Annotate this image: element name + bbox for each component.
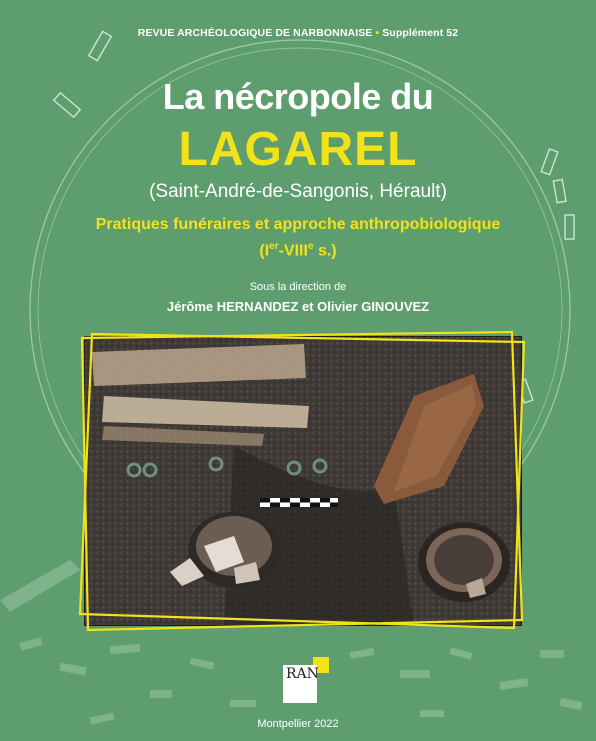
title-line-1: La nécropole du	[162, 76, 434, 117]
series-title	[0, 27, 596, 39]
century-end: -VIII	[278, 242, 308, 260]
yellow-frame-outline	[78, 330, 528, 632]
supplement-number: Supplément 52	[382, 27, 459, 39]
subtitle-line-2: (Ier-VIIIe s.)	[259, 241, 337, 260]
century-end-suffix: e	[307, 241, 314, 252]
excavation-photo	[78, 330, 528, 632]
direction-label: Sous la direction de	[249, 281, 347, 293]
imprint: Montpellier 2022	[257, 718, 339, 730]
authors: Jérôme HERNANDEZ et Olivier GINOUVEZ	[166, 299, 430, 314]
logo-letters: RAN	[286, 666, 319, 682]
century-start: I	[264, 242, 270, 260]
title-line-2: LAGAREL	[178, 123, 418, 176]
subtitle-line-1: Pratiques funéraires et approche anthropobiologique	[95, 216, 501, 233]
separator-dot: •	[375, 27, 380, 39]
subtitle	[0, 214, 596, 262]
century-start-suffix: er	[269, 241, 279, 252]
place-subtitle: (Saint-André-de-Sangonis, Hérault)	[149, 181, 447, 202]
publisher-logo	[283, 657, 329, 709]
series-name: REVUE ARCHÉOLOGIQUE DE NARBONNAISE	[137, 27, 373, 39]
century-label: s.)	[313, 242, 337, 260]
